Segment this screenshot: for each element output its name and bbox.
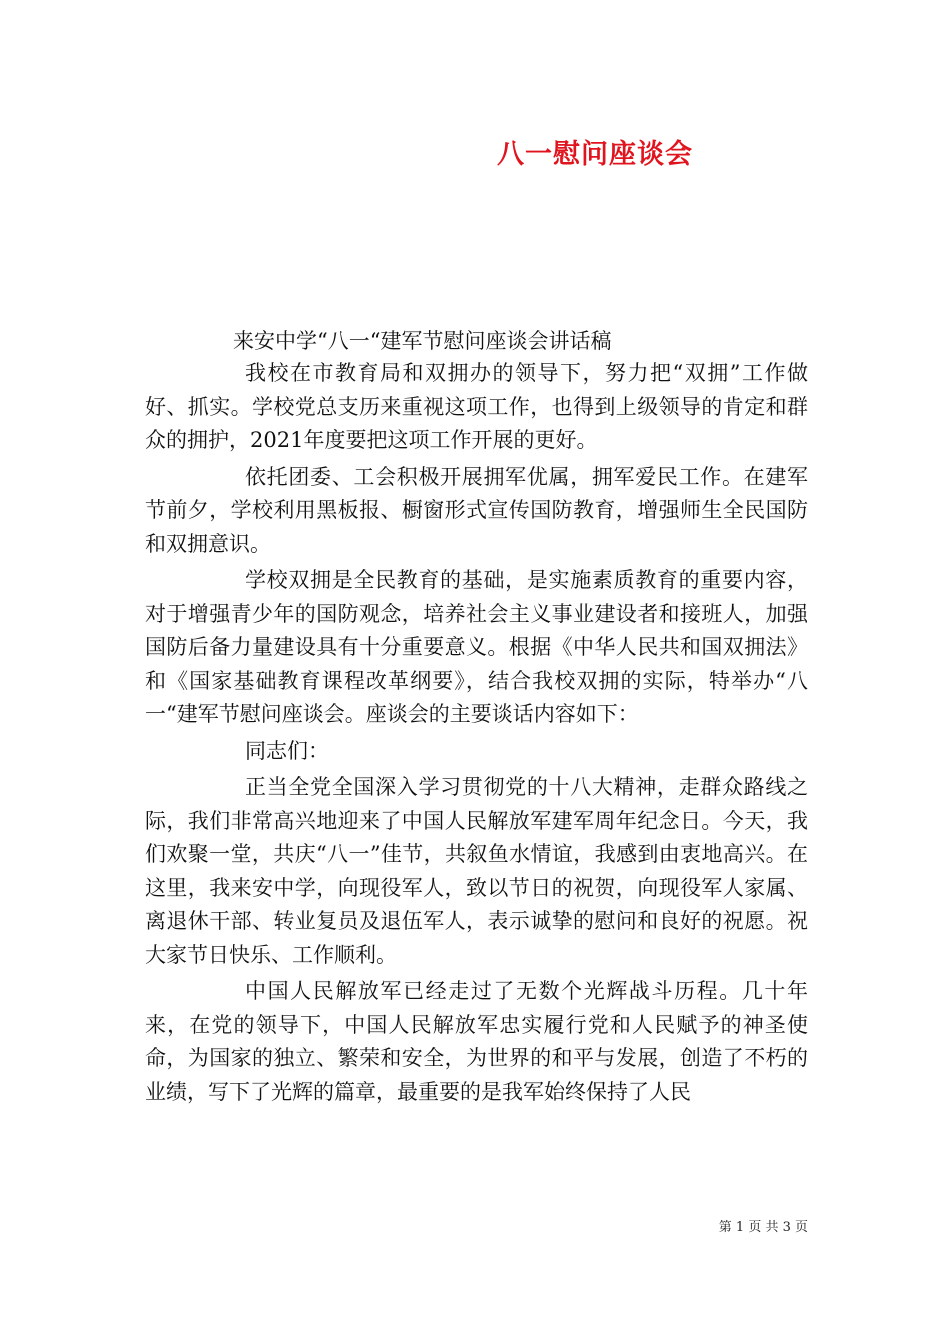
paragraph: 学校双拥是全民教育的基础，是实施素质教育的重要内容，对于增强青少年的国防观念，培养社会主义事业建设者和接班人，加强国防后备力量建设具有十分重要意义。根据《中华人民共和国双拥法》和《国家基础教育课程改革纲要》，结合我校双拥的实际，特举办“八一“建军节慰问座谈会。座谈会的主要谈话内容如下： [145,568,808,726]
document-title: 八一慰问座谈会 [497,139,693,170]
page-number-footer: 第 1 页 共 3 页 [718,1220,808,1235]
document-body [145,357,808,1112]
document-subtitle: 来安中学“八一“建军节慰问座谈会讲话稿 [233,329,612,353]
paragraph: 正当全党全国深入学习贯彻党的十八大精神，走群众路线之际，我们非常高兴地迎来了中国人民解放军建军周年纪念日。今天，我们欢聚一堂，共庆“八一”佳节，共叙鱼水情谊，我感到由衷地高兴。在这里，我来安中学，向现役军人，致以节日的祝贺，向现役军人家属、离退休干部、转业复员及退伍军人，表示诚挚的慰问和良好的祝愿。祝大家节日快乐、工作顺利。 [145,775,808,967]
greeting: 同志们： [245,738,329,763]
paragraph: 依托团委、工会积极开展拥军优属，拥军爱民工作。在建军节前夕，学校利用黑板报、橱窗形式宣传国防教育，增强师生全民国防和双拥意识。 [145,464,808,556]
paragraph: 我校在市教育局和双拥办的领导下，努力把“双拥”工作做好、抓实。学校党总支历来重视这项工作，也得到上级领导的肯定和群众的拥护，2021年度要把这项工作开展的更好。 [145,361,808,452]
paragraph: 中国人民解放军已经走过了无数个光辉战斗历程。几十年来，在党的领导下，中国人民解放军忠实履行党和人民赋予的神圣使命，为国家的独立、繁荣和安全，为世界的和平与发展，创造了不朽的业绩，写下了光辉的篇章，最重要的是我军始终保持了人民 [145,979,808,1104]
